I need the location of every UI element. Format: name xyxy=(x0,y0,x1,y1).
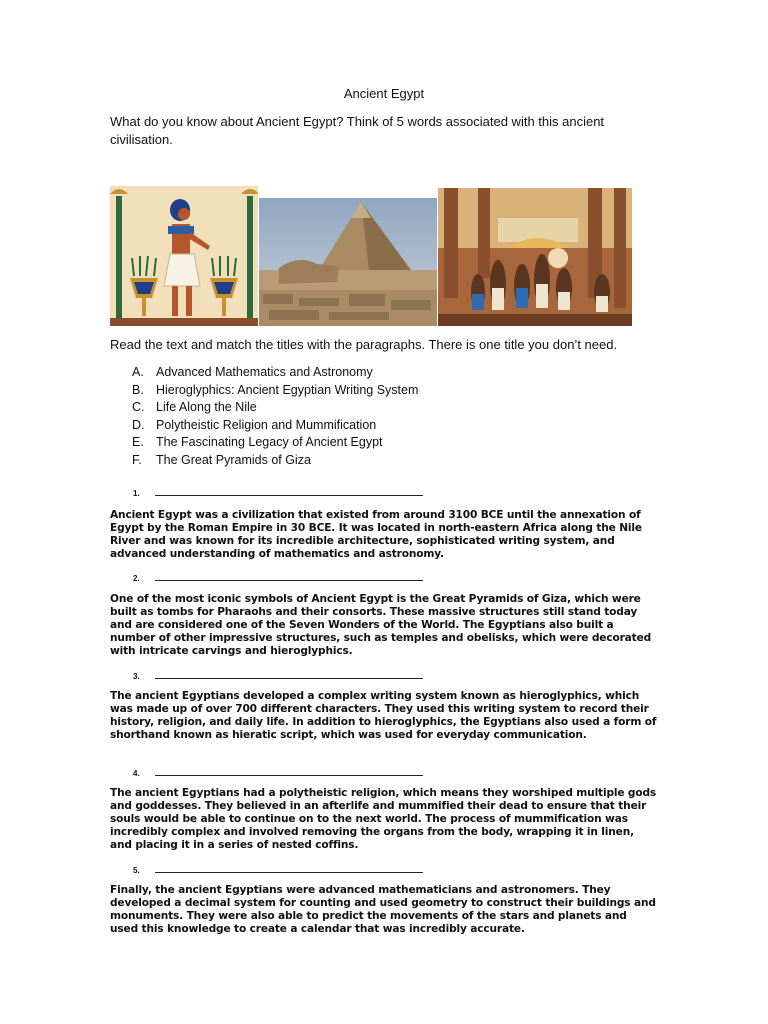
paragraph-5: Finally, the ancient Egyptians were advanced mathematicians and astronomers. They developed a decimal system for counting and used geometry to construct their buildings and monuments. They were also able to predict the movements of the stars and planets and used this knowledge to create a calendar that was incredibly accurate. xyxy=(110,884,656,935)
egyptian-figure-image xyxy=(110,186,258,326)
title-option-d: D. Polytheistic Religion and Mummification xyxy=(132,417,377,432)
answer-blank-2[interactable]: 2. xyxy=(133,571,423,583)
task-instruction: Read the text and match the titles with the paragraphs. There is one title you don’t need. xyxy=(110,337,618,352)
image-strip xyxy=(110,186,632,326)
page-title: Ancient Egypt xyxy=(343,86,425,101)
title-option-b: B. Hieroglyphics: Ancient Egyptian Writing System xyxy=(132,382,419,397)
title-option-e: E. The Fascinating Legacy of Ancient Egypt xyxy=(132,435,383,450)
pyramid-sphinx-image xyxy=(259,198,437,326)
paragraph-4: The ancient Egyptians had a polytheistic religion, which means they worshiped multiple gods and goddesses. They believed in an afterlife and mummified their dead to ensure that their souls would be able to continue on to the next world. The process of mummification was incredibly complex and involved removing the organs from the body, wrapping it in linen, and placing it in a series of nested coffins. xyxy=(110,787,657,851)
paragraph-2: One of the most iconic symbols of Ancient Egypt is the Great Pyramids of Giza, which were built as tombs for Pharaohs and their consorts. These massive structures still stand today and are considered one of the Seven Wonders of the World. The Egyptians also built a number of other impressive structures, such as temples and obelisks, which were decorated with intricate carvings and hieroglyphics. xyxy=(110,593,652,657)
paragraph-3: The ancient Egyptians developed a complex writing system known as hieroglyphics, which was made up of over 700 different characters. They used this writing system to record their history, religion, and daily life. In addition to hieroglyphics, the Egyptians also used a form of shorthand known as hieratic script, which was used for everyday communication. xyxy=(110,690,657,741)
warmup-question: What do you know about Ancient Egypt? Think of 5 words associated with this ancient civilisation. xyxy=(110,114,605,147)
egyptian-court-image xyxy=(438,188,632,326)
answer-blank-3[interactable]: 3. xyxy=(133,669,423,681)
answer-blank-4[interactable]: 4. xyxy=(133,766,423,778)
title-options-list xyxy=(132,364,418,470)
title-option-a: A. Advanced Mathematics and Astronomy xyxy=(132,365,373,379)
title-option-c: C. Life Along the Nile xyxy=(132,400,257,415)
paragraph-1: Ancient Egypt was a civilization that existed from around 3100 BCE until the annexation of Egypt by the Roman Empire in 30 BCE. It was located in north-eastern Africa along the Nile River and was known for its incredible architecture, sophisticated writing system, and advanced understanding of mathematics and astronomy. xyxy=(110,509,642,560)
title-option-f: F. The Great Pyramids of Giza xyxy=(132,452,311,467)
answer-blank-5[interactable]: 5. xyxy=(133,863,423,875)
answer-blank-1[interactable]: 1. xyxy=(133,486,423,498)
